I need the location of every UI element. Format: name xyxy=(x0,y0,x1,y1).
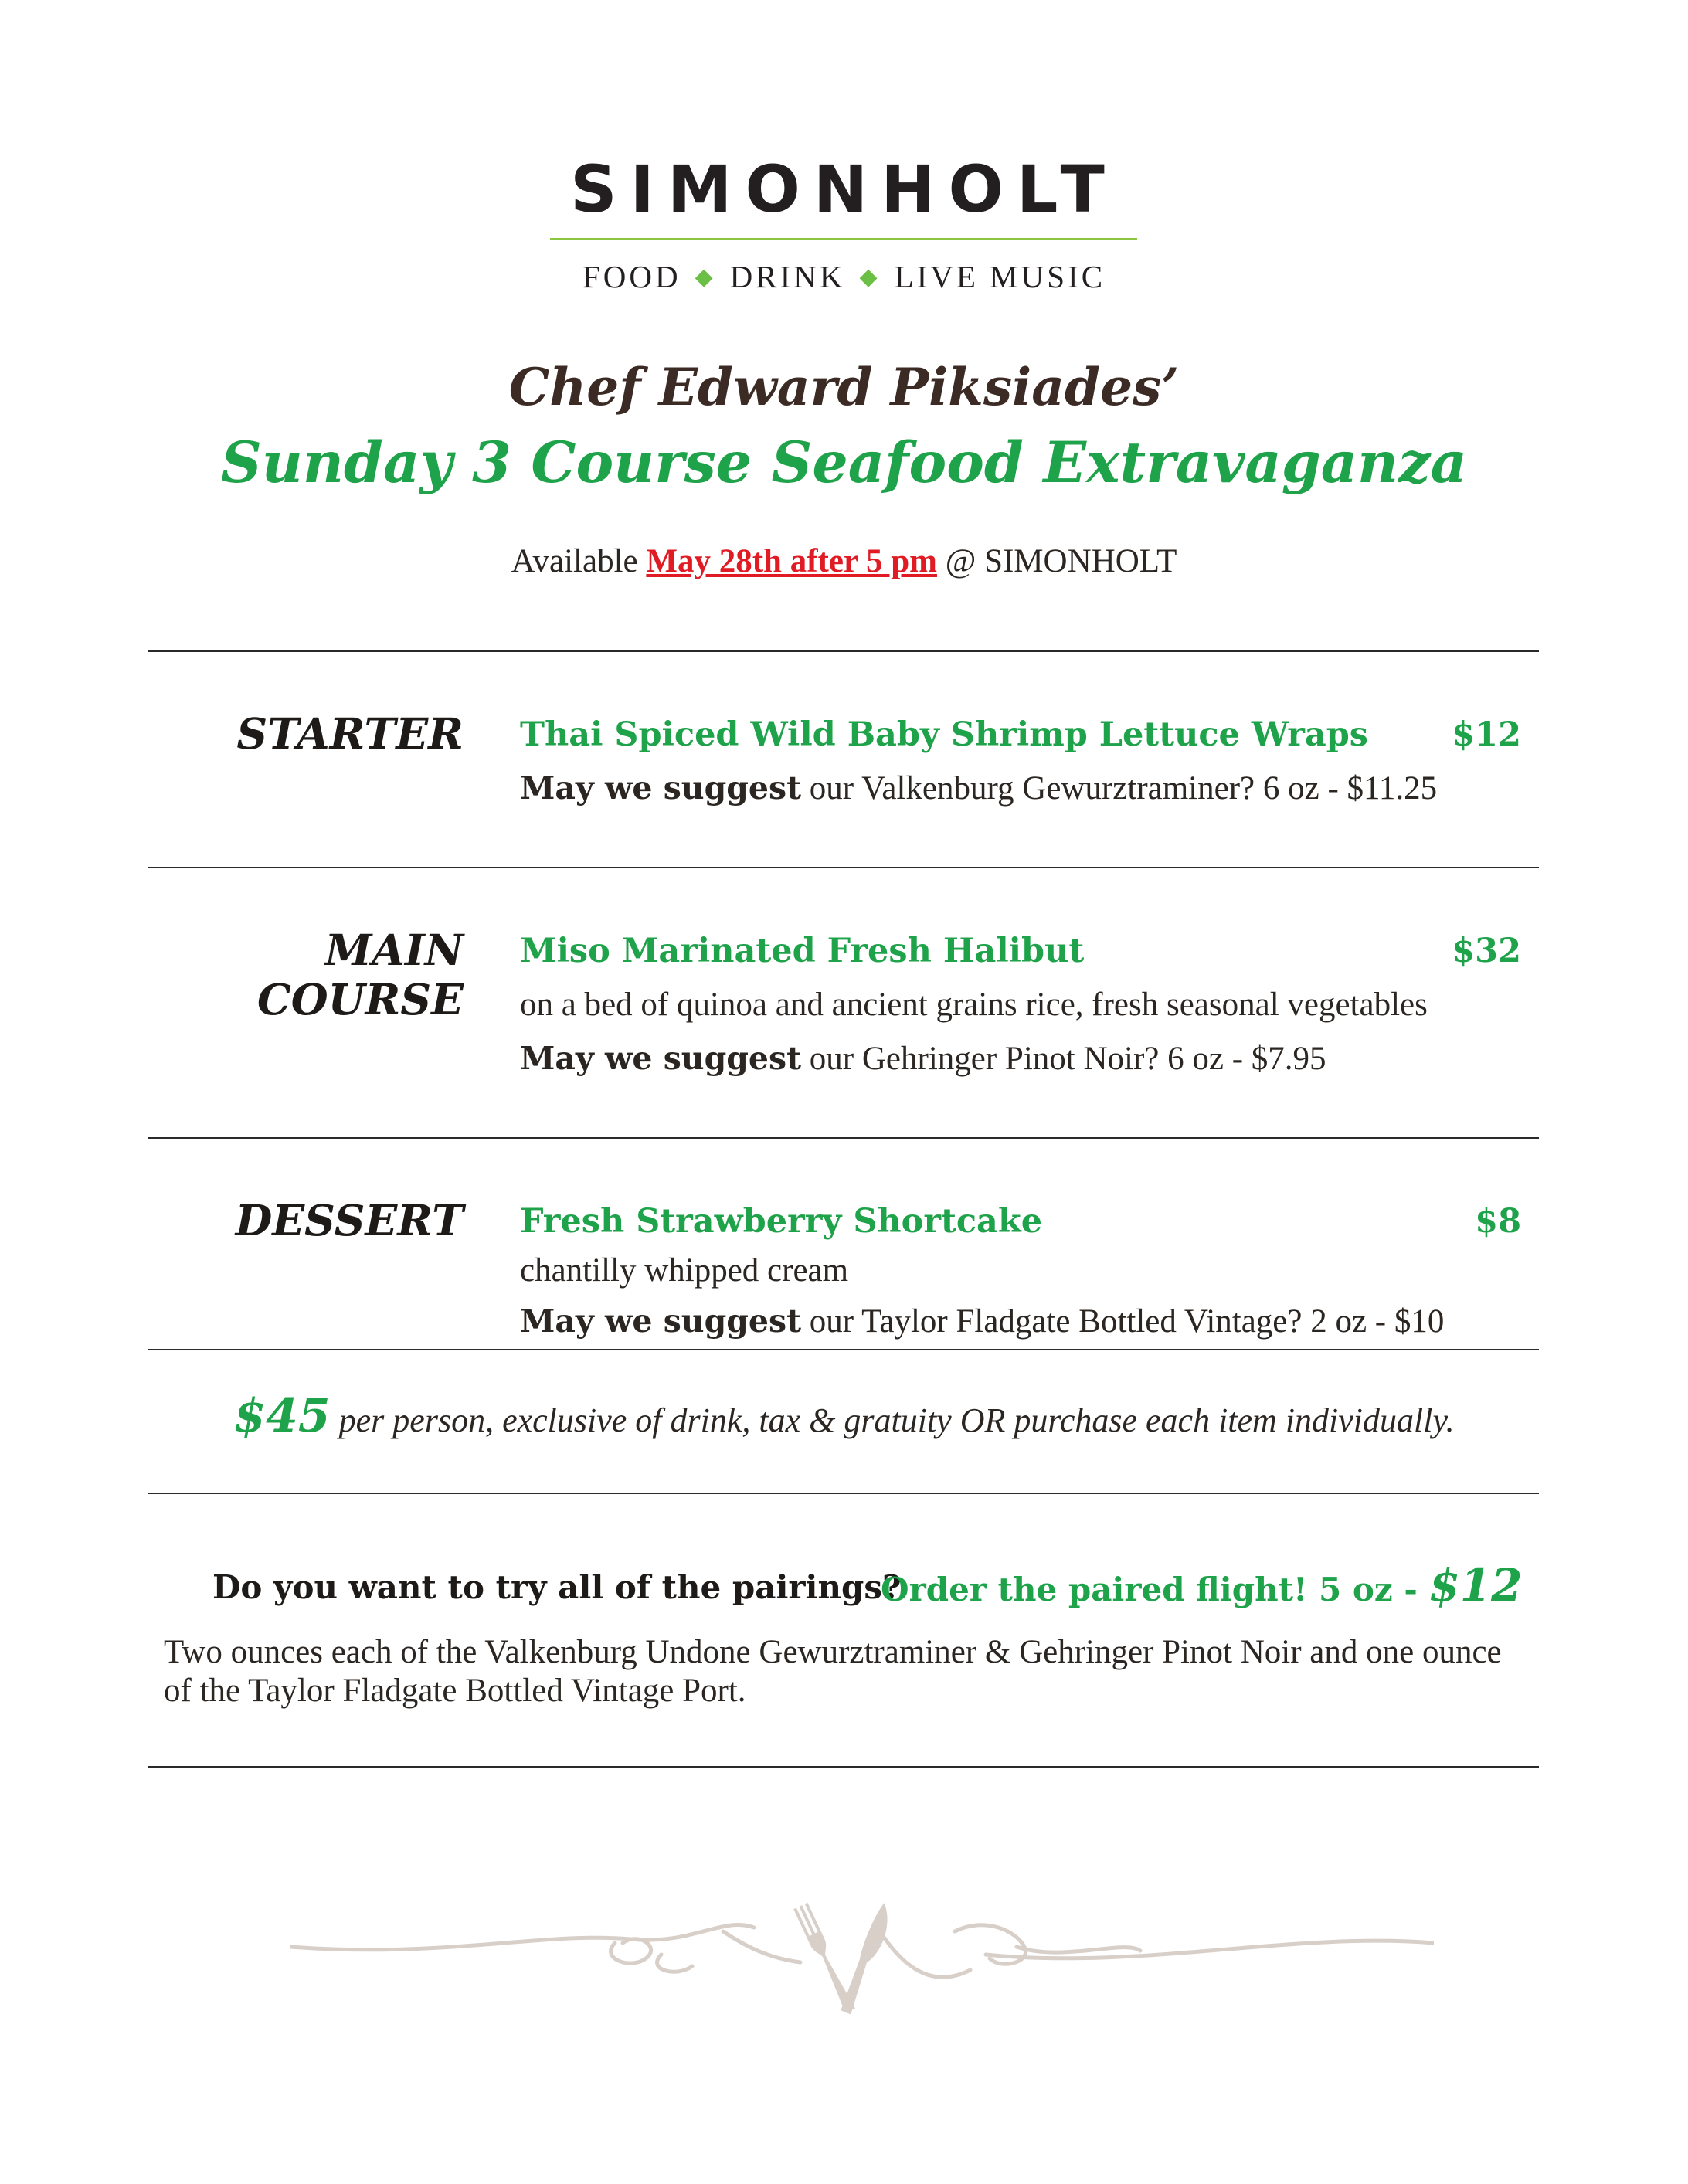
diamond-icon: ◆ xyxy=(859,264,881,290)
suggest-text: our Gehringer Pinot Noir? 6 oz - $7.95 xyxy=(801,1041,1326,1077)
suggest-label: May we suggest xyxy=(520,1040,802,1077)
section-divider xyxy=(148,650,1539,652)
pairing-offer-price: $12 xyxy=(1428,1559,1523,1612)
total-price-line xyxy=(0,1389,1688,1443)
suggest-label: May we suggest xyxy=(520,769,802,807)
logo-divider xyxy=(550,238,1137,240)
dish-description-dessert: chantilly whipped cream xyxy=(520,1252,849,1289)
pairing-question: Do you want to try all of the pairings? xyxy=(212,1568,902,1606)
diamond-icon: ◆ xyxy=(695,264,716,290)
brand-tagline xyxy=(0,258,1688,295)
section-divider xyxy=(148,1766,1539,1768)
dish-name-starter: Thai Spiced Wild Baby Shrimp Lettuce Wraps xyxy=(520,715,1369,754)
tagline-live-music: LIVE MUSIC xyxy=(894,259,1106,294)
dish-price-starter: $12 xyxy=(1452,715,1521,754)
section-divider xyxy=(148,1137,1539,1139)
availability-prefix: Available xyxy=(511,543,647,579)
dish-name-dessert: Fresh Strawberry Shortcake xyxy=(520,1202,1043,1241)
dish-price-dessert: $8 xyxy=(1475,1202,1521,1241)
dish-description-main: on a bed of quinoa and ancient grains rice, fresh seasonal vegetables xyxy=(520,987,1428,1023)
wine-suggestion-starter xyxy=(520,769,1437,807)
total-text: per person, exclusive of drink, tax & gratuity OR purchase each item individually. xyxy=(330,1401,1455,1439)
section-divider xyxy=(148,1349,1539,1350)
suggest-label: May we suggest xyxy=(520,1303,802,1340)
event-title: Sunday 3 Course Seafood Extravaganza xyxy=(221,430,1467,496)
availability-suffix: @ SIMONHOLT xyxy=(936,543,1177,579)
fork-knife-flourish-icon xyxy=(290,1885,1434,2024)
tagline-food: FOOD xyxy=(582,259,681,294)
dish-price-main: $32 xyxy=(1452,932,1521,970)
course-label-starter: STARTER xyxy=(236,708,464,759)
availability-line xyxy=(0,542,1688,580)
section-divider xyxy=(148,1493,1539,1494)
brand-logo: SIMONHOLT xyxy=(570,151,1118,227)
section-divider xyxy=(148,867,1539,868)
tagline-drink: DRINK xyxy=(729,259,846,294)
total-amount: $45 xyxy=(233,1389,331,1443)
suggest-text: our Taylor Fladgate Bottled Vintage? 2 oz - $10 xyxy=(801,1303,1445,1340)
course-label-line: MAIN xyxy=(324,925,464,975)
availability-date: May 28th after 5 pm xyxy=(646,543,937,579)
suggest-text: our Valkenburg Gewurztraminer? 6 oz - $11.25 xyxy=(801,770,1438,807)
pairing-description: Two ounces each of the Valkenburg Undone Gewurztraminer & Gehringer Pinot Noir and one ounce of the Taylor Fladgate Bottled Vintage Port. xyxy=(164,1634,1502,1709)
course-label-dessert: DESSERT xyxy=(235,1195,464,1245)
chef-line: Chef Edward Piksiades’ xyxy=(508,357,1180,417)
course-label-main xyxy=(139,926,464,1024)
pairing-offer xyxy=(881,1559,1523,1612)
dish-name-main: Miso Marinated Fresh Halibut xyxy=(520,932,1085,970)
course-label-line: COURSE xyxy=(257,974,464,1024)
wine-suggestion-main xyxy=(520,1040,1326,1078)
wine-suggestion-dessert xyxy=(520,1303,1444,1340)
pairing-offer-text: Order the paired flight! 5 oz - xyxy=(881,1571,1429,1608)
